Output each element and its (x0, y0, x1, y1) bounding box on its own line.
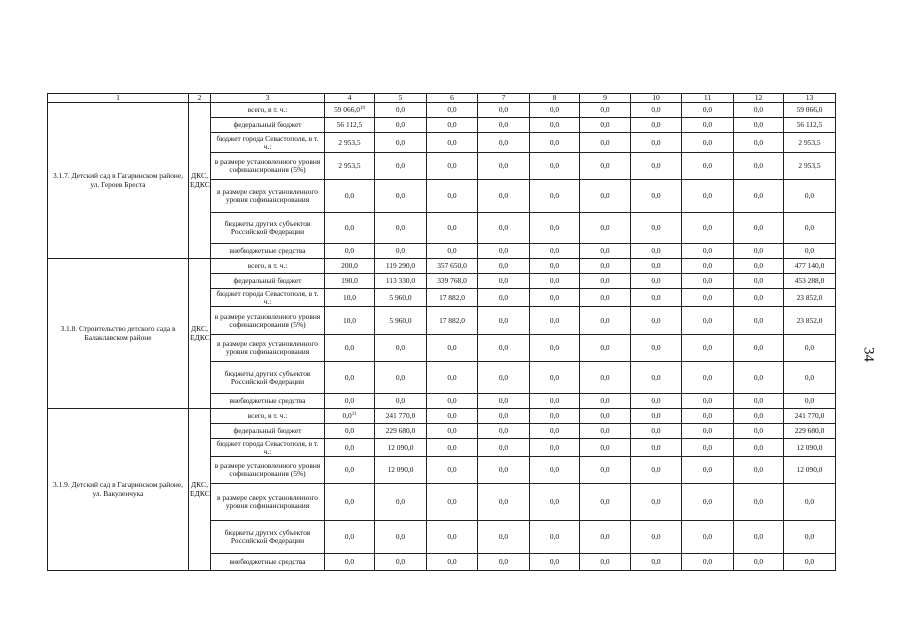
value-cell: 0,0 (580, 274, 631, 289)
value-cell: 0,0 (734, 439, 784, 457)
value-cell: 0,0 (682, 103, 734, 118)
value-cell: 0,0 (784, 213, 836, 244)
value-cell: 0,0 (734, 259, 784, 274)
value-cell: 0,0 (478, 484, 530, 521)
value-cell: 17 882,0 (427, 307, 478, 335)
value-text: 0,0 (342, 411, 352, 420)
executor-cell: ДКС, ЕДКС (189, 103, 211, 259)
object-name-cell: 3.1.7. Детский сад в Гагаринском районе, ул. Героев Бреста (48, 103, 189, 259)
value-cell: 0,0 (375, 244, 427, 259)
value-cell: 0,0 (530, 213, 580, 244)
value-cell: 0,0 (580, 103, 631, 118)
value-cell: 0,0 (478, 103, 530, 118)
value-cell: 0,0 (734, 180, 784, 213)
value-cell: 12 090,0 (375, 457, 427, 484)
value-cell: 0,0 (682, 394, 734, 409)
value-cell: 0,0 (580, 153, 631, 180)
value-cell: 0,0 (375, 180, 427, 213)
value-cell: 0,0 (325, 439, 375, 457)
value-cell: 0,0 (734, 133, 784, 153)
financing-table-sheet (47, 93, 835, 571)
value-cell: 0,0 (734, 103, 784, 118)
value-cell: 0,0 (734, 289, 784, 307)
value-cell: 0,0 (530, 153, 580, 180)
funding-source-cell: в размере сверх установленного уровня софинансирования (211, 180, 325, 213)
value-cell: 0,0 (580, 118, 631, 133)
funding-source-cell: бюджет города Севастополя, в т. ч.: (211, 133, 325, 153)
value-cell: 0,0 (580, 554, 631, 571)
value-cell: 241 770,0 (375, 409, 427, 424)
value-cell: 0,0 (631, 484, 682, 521)
value-cell: 0,0 (530, 133, 580, 153)
value-cell: 0,0 (784, 180, 836, 213)
value-cell: 0,0 (580, 133, 631, 153)
value-cell: 0,0 (427, 103, 478, 118)
value-cell: 0,0 (530, 424, 580, 439)
value-cell: 0,0 (631, 133, 682, 153)
value-cell: 10,0 (325, 307, 375, 335)
value-cell: 477 140,0 (784, 259, 836, 274)
funding-source-cell: всего, в т. ч.: (211, 259, 325, 274)
value-cell: 0,0 (530, 439, 580, 457)
value-cell: 0,0 (682, 259, 734, 274)
value-text: 59 066,0 (334, 105, 360, 114)
value-cell: 0,0 (580, 244, 631, 259)
value-cell: 0,0 (631, 521, 682, 554)
funding-source-cell: в размере установленного уровня софинансирования (5%) (211, 307, 325, 335)
col-header-4: 4 (325, 94, 375, 103)
value-cell: 0,0 (325, 424, 375, 439)
value-cell: 0,0 (530, 289, 580, 307)
value-cell: 190,0 (325, 274, 375, 289)
value-cell: 0,0 (427, 213, 478, 244)
value-cell: 5 960,0 (375, 307, 427, 335)
value-cell: 0,0 (631, 394, 682, 409)
value-cell: 0,0 (580, 439, 631, 457)
funding-source-cell: внебюджетные средства (211, 554, 325, 571)
funding-source-cell: бюджет города Севастополя, в т. ч.: (211, 289, 325, 307)
value-cell: 229 680,0 (375, 424, 427, 439)
funding-source-cell: федеральный бюджет (211, 424, 325, 439)
value-cell: 0,0 (631, 335, 682, 362)
value-cell: 0,0 (427, 153, 478, 180)
funding-source-cell: бюджеты других субъектов Российской Федерации (211, 213, 325, 244)
value-cell: 0,0 (631, 274, 682, 289)
col-header-10: 10 (631, 94, 682, 103)
value-cell: 0,0 (375, 153, 427, 180)
value-cell: 0,0 (784, 554, 836, 571)
value-cell: 0,0 (631, 244, 682, 259)
value-cell: 0,0 (530, 484, 580, 521)
value-cell: 453 288,0 (784, 274, 836, 289)
value-cell: 0,0 (478, 244, 530, 259)
value-cell: 0,0 (427, 133, 478, 153)
value-cell: 0,0 (734, 244, 784, 259)
table-body (48, 94, 836, 571)
value-cell: 56 112,5 (784, 118, 836, 133)
table-row (48, 409, 836, 424)
footnote-marker: 11 (351, 412, 357, 417)
value-cell: 2 953,5 (325, 133, 375, 153)
value-cell: 0,0 (427, 362, 478, 394)
value-cell: 0,0 (784, 335, 836, 362)
value-cell: 0,0 (580, 484, 631, 521)
value-cell: 0,0 (530, 259, 580, 274)
value-cell: 0,0 (682, 335, 734, 362)
value-cell: 0,0 (478, 153, 530, 180)
funding-source-cell: всего, в т. ч.: (211, 409, 325, 424)
funding-source-cell: в размере установленного уровня софинансирования (5%) (211, 153, 325, 180)
value-cell: 2 953,5 (784, 133, 836, 153)
value-cell: 0,0 (530, 118, 580, 133)
col-header-6: 6 (427, 94, 478, 103)
value-cell: 59 066,0 (784, 103, 836, 118)
value-cell: 0,0 (427, 335, 478, 362)
value-cell: 0,0 (682, 274, 734, 289)
value-cell: 0,0 (631, 180, 682, 213)
value-cell: 0,0 (478, 133, 530, 153)
value-cell: 0,0 (784, 394, 836, 409)
executor-cell: ДКС, ЕДКС (189, 259, 211, 409)
value-cell: 241 770,0 (784, 409, 836, 424)
value-cell: 0,0 (682, 484, 734, 521)
header-row (48, 94, 836, 103)
value-cell: 0,0 (580, 289, 631, 307)
value-cell: 17 882,0 (427, 289, 478, 307)
col-header-11: 11 (682, 94, 734, 103)
value-cell: 0,0 (478, 521, 530, 554)
value-cell: 5 960,0 (375, 289, 427, 307)
col-header-1: 1 (48, 94, 189, 103)
value-cell: 0,0 (375, 213, 427, 244)
value-cell: 0,0 (530, 335, 580, 362)
value-cell: 0,0 (530, 180, 580, 213)
value-cell: 0,0 (478, 439, 530, 457)
value-cell: 0,0 (682, 118, 734, 133)
value-cell: 0,0 (375, 484, 427, 521)
value-cell: 0,0 (478, 409, 530, 424)
value-cell: 0,0 (530, 307, 580, 335)
value-cell: 0,0 (631, 457, 682, 484)
table-row (48, 259, 836, 274)
value-cell: 0,0 (325, 213, 375, 244)
value-cell: 0,0 (580, 307, 631, 335)
col-header-2: 2 (189, 94, 211, 103)
value-cell: 0,0 (427, 521, 478, 554)
value-cell: 0,0 (682, 180, 734, 213)
col-header-8: 8 (530, 94, 580, 103)
value-cell: 0,0 (325, 394, 375, 409)
value-cell: 0,0 (734, 213, 784, 244)
object-name-cell: 3.1.8. Строительство детского сада в Балаклавском районе (48, 259, 189, 409)
value-cell: 0,0 (325, 554, 375, 571)
value-cell: 0,0 (734, 362, 784, 394)
value-cell: 0,0 (530, 457, 580, 484)
table-row (48, 103, 836, 118)
value-cell: 0,0 (631, 289, 682, 307)
value-cell: 0,0 (478, 180, 530, 213)
value-cell: 2 953,5 (325, 153, 375, 180)
value-cell: 0,0 (478, 289, 530, 307)
value-cell: 0,0 (580, 180, 631, 213)
object-name-cell: 3.1.9. Детский сад в Гагаринском районе, ул. Вакуленчука (48, 409, 189, 571)
financing-table (47, 93, 836, 571)
value-cell: 12 090,0 (375, 439, 427, 457)
value-cell: 0,0 (325, 521, 375, 554)
value-cell: 0,0 (427, 118, 478, 133)
funding-source-cell: всего, в т. ч.: (211, 103, 325, 118)
value-cell: 229 680,0 (784, 424, 836, 439)
value-cell: 0,0 (325, 484, 375, 521)
value-cell: 0,0 (580, 335, 631, 362)
value-cell: 0,0 (375, 133, 427, 153)
value-cell: 0,0 (631, 153, 682, 180)
value-cell: 0,0 (478, 335, 530, 362)
value-cell: 0,0 (427, 244, 478, 259)
value-cell: 0,0 (580, 213, 631, 244)
funding-source-cell: бюджеты других субъектов Российской Федерации (211, 521, 325, 554)
value-cell: 0,0 (427, 394, 478, 409)
value-cell: 0,0 (427, 180, 478, 213)
value-cell: 0,0 (530, 554, 580, 571)
value-cell: 0,0 (375, 103, 427, 118)
value-cell: 0,0 (478, 424, 530, 439)
funding-source-cell: бюджет города Севастополя, в т. ч.: (211, 439, 325, 457)
col-header-9: 9 (580, 94, 631, 103)
value-cell: 0,0 (530, 244, 580, 259)
value-cell: 12 090,0 (784, 439, 836, 457)
value-cell: 0,0 (478, 362, 530, 394)
value-cell: 0,0 (631, 362, 682, 394)
value-cell: 0,0 (478, 457, 530, 484)
value-cell: 0,0 (631, 118, 682, 133)
col-header-5: 5 (375, 94, 427, 103)
value-cell: 0,0 (478, 118, 530, 133)
value-cell: 0,0 (682, 244, 734, 259)
value-cell: 0,0 (580, 362, 631, 394)
value-cell: 12 090,0 (784, 457, 836, 484)
value-cell: 357 650,0 (427, 259, 478, 274)
value-cell: 0,0 (784, 244, 836, 259)
value-cell: 0,0 (530, 274, 580, 289)
value-cell: 0,0 (734, 307, 784, 335)
value-cell: 0,0 (427, 457, 478, 484)
value-cell: 0,0 (682, 289, 734, 307)
value-cell: 0,0 (682, 409, 734, 424)
value-cell: 0,0 (734, 484, 784, 521)
value-cell: 0,0 (325, 180, 375, 213)
value-cell: 339 768,0 (427, 274, 478, 289)
value-cell: 0,0 (734, 274, 784, 289)
value-cell: 0,0 (682, 424, 734, 439)
value-cell: 2 953,5 (784, 153, 836, 180)
value-cell: 0,0 (325, 244, 375, 259)
col-header-7: 7 (478, 94, 530, 103)
value-cell: 0,0 (375, 394, 427, 409)
value-cell: 0,0 (325, 335, 375, 362)
value-cell: 0,0 (478, 274, 530, 289)
value-cell: 0,0 (530, 103, 580, 118)
value-cell: 0,0 (631, 409, 682, 424)
value-cell: 0,0 (580, 259, 631, 274)
value-cell: 0,0 (631, 439, 682, 457)
value-cell: 0,0 (631, 103, 682, 118)
value-cell: 119 290,0 (375, 259, 427, 274)
value-cell: 0,0 (427, 439, 478, 457)
executor-cell: ДКС, ЕДКС (189, 409, 211, 571)
value-cell: 0,0 (734, 457, 784, 484)
value-cell: 0,0 (375, 362, 427, 394)
funding-source-cell: в размере сверх установленного уровня софинансирования (211, 335, 325, 362)
value-cell: 0,0 (734, 394, 784, 409)
funding-source-cell: внебюджетные средства (211, 244, 325, 259)
value-cell: 0,0 (375, 118, 427, 133)
value-cell: 0,0 (530, 521, 580, 554)
value-cell (325, 409, 375, 424)
value-cell: 0,0 (682, 457, 734, 484)
value-cell: 0,0 (734, 521, 784, 554)
value-cell: 0,0 (682, 213, 734, 244)
funding-source-cell: бюджеты других субъектов Российской Федерации (211, 362, 325, 394)
value-cell: 0,0 (375, 554, 427, 571)
value-cell: 0,0 (734, 118, 784, 133)
value-cell: 0,0 (530, 362, 580, 394)
funding-source-cell: федеральный бюджет (211, 274, 325, 289)
col-header-3: 3 (211, 94, 325, 103)
col-header-13: 13 (784, 94, 836, 103)
value-cell: 0,0 (427, 484, 478, 521)
value-cell: 56 112,5 (325, 118, 375, 133)
value-cell: 0,0 (631, 307, 682, 335)
value-cell: 0,0 (631, 424, 682, 439)
value-cell: 0,0 (580, 409, 631, 424)
value-cell: 0,0 (734, 153, 784, 180)
value-cell: 0,0 (682, 133, 734, 153)
value-cell: 0,0 (478, 213, 530, 244)
value-cell: 23 852,0 (784, 289, 836, 307)
funding-source-cell: внебюджетные средства (211, 394, 325, 409)
funding-source-cell: федеральный бюджет (211, 118, 325, 133)
value-cell: 200,0 (325, 259, 375, 274)
value-cell: 10,0 (325, 289, 375, 307)
funding-source-cell: в размере сверх установленного уровня софинансирования (211, 484, 325, 521)
value-cell: 0,0 (734, 409, 784, 424)
value-cell: 0,0 (427, 409, 478, 424)
value-cell: 0,0 (427, 424, 478, 439)
value-cell: 0,0 (580, 424, 631, 439)
value-cell: 23 852,0 (784, 307, 836, 335)
value-cell: 0,0 (580, 521, 631, 554)
value-cell: 0,0 (478, 394, 530, 409)
value-cell: 0,0 (478, 554, 530, 571)
value-cell: 0,0 (784, 362, 836, 394)
value-cell: 0,0 (478, 307, 530, 335)
value-cell: 0,0 (784, 521, 836, 554)
value-cell: 0,0 (530, 394, 580, 409)
value-cell: 0,0 (375, 521, 427, 554)
value-cell: 0,0 (784, 484, 836, 521)
page-number: 34 (860, 347, 877, 362)
value-cell: 0,0 (682, 554, 734, 571)
funding-source-cell: в размере установленного уровня софинансирования (5%) (211, 457, 325, 484)
value-cell: 0,0 (734, 554, 784, 571)
value-cell: 0,0 (682, 362, 734, 394)
value-cell: 0,0 (375, 335, 427, 362)
value-cell: 0,0 (682, 439, 734, 457)
value-cell: 0,0 (580, 394, 631, 409)
value-cell: 0,0 (631, 213, 682, 244)
value-cell: 0,0 (734, 335, 784, 362)
value-cell: 0,0 (682, 307, 734, 335)
value-cell: 113 330,0 (375, 274, 427, 289)
value-cell: 0,0 (734, 424, 784, 439)
value-cell: 0,0 (631, 554, 682, 571)
col-header-12: 12 (734, 94, 784, 103)
footnote-marker: 10 (359, 106, 365, 111)
value-cell: 0,0 (682, 521, 734, 554)
value-cell (325, 103, 375, 118)
value-cell: 0,0 (325, 457, 375, 484)
value-cell: 0,0 (427, 554, 478, 571)
value-cell: 0,0 (530, 409, 580, 424)
value-cell: 0,0 (325, 362, 375, 394)
value-cell: 0,0 (580, 457, 631, 484)
value-cell: 0,0 (682, 153, 734, 180)
value-cell: 0,0 (478, 259, 530, 274)
value-cell: 0,0 (631, 259, 682, 274)
